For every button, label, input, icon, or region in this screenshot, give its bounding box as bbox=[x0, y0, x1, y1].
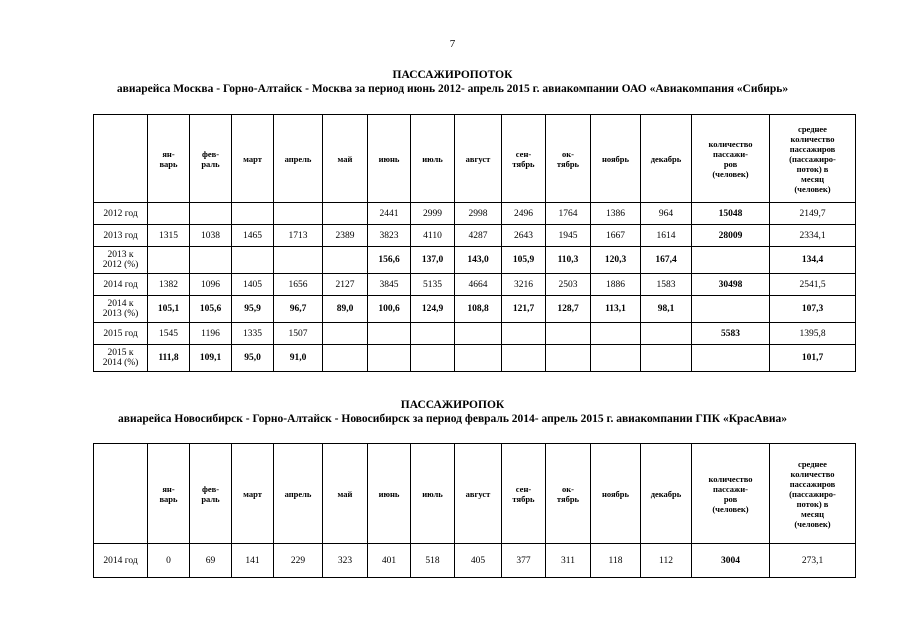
table-cell: 112 bbox=[641, 544, 692, 578]
table-cell: 100,6 bbox=[368, 296, 411, 323]
table-cell: 124,9 bbox=[411, 296, 455, 323]
table-cell: 401 bbox=[368, 544, 411, 578]
column-header: среднее количество пассажиров (пассажиро- поток) в месяц (человек) bbox=[770, 444, 856, 544]
page-number: 7 bbox=[449, 38, 456, 50]
column-header: ян- варь bbox=[148, 444, 190, 544]
table-row bbox=[94, 247, 856, 274]
passenger-flow-table-moscow bbox=[93, 114, 856, 372]
column-header: июль bbox=[411, 115, 455, 203]
table-cell: 109,1 bbox=[190, 345, 232, 372]
column-header: май bbox=[323, 444, 368, 544]
table-cell bbox=[591, 345, 641, 372]
table-cell: 128,7 bbox=[546, 296, 591, 323]
table-cell: 2334,1 bbox=[770, 225, 856, 247]
column-header: количество пассажи- ров (человек) bbox=[692, 444, 770, 544]
table-cell: 105,1 bbox=[148, 296, 190, 323]
column-header: среднее количество пассажиров (пассажиро- поток) в месяц (человек) bbox=[770, 115, 856, 203]
table-cell: 96,7 bbox=[274, 296, 323, 323]
column-header: фев- раль bbox=[190, 115, 232, 203]
row-label: 2013 к 2012 (%) bbox=[94, 247, 148, 274]
table-cell bbox=[232, 247, 274, 274]
passenger-flow-table-novosibirsk bbox=[93, 443, 856, 578]
table-cell bbox=[411, 345, 455, 372]
table-cell: 4287 bbox=[455, 225, 502, 247]
table-cell: 1545 bbox=[148, 323, 190, 345]
table-cell bbox=[692, 247, 770, 274]
table-cell: 2441 bbox=[368, 203, 411, 225]
table-cell: 2389 bbox=[323, 225, 368, 247]
table-cell: 1386 bbox=[591, 203, 641, 225]
column-header: июль bbox=[411, 444, 455, 544]
table-cell: 1583 bbox=[641, 274, 692, 296]
table-cell: 3823 bbox=[368, 225, 411, 247]
table-cell bbox=[232, 203, 274, 225]
table-cell bbox=[274, 247, 323, 274]
row-label: 2014 к 2013 (%) bbox=[94, 296, 148, 323]
table-cell: 5135 bbox=[411, 274, 455, 296]
table-cell: 108,8 bbox=[455, 296, 502, 323]
table-cell: 1096 bbox=[190, 274, 232, 296]
table-cell: 95,0 bbox=[232, 345, 274, 372]
column-header: ноябрь bbox=[591, 115, 641, 203]
table-cell: 2541,5 bbox=[770, 274, 856, 296]
table-cell: 120,3 bbox=[591, 247, 641, 274]
table-cell bbox=[546, 323, 591, 345]
table-cell bbox=[455, 323, 502, 345]
table-cell: 121,7 bbox=[502, 296, 546, 323]
table-cell: 3845 bbox=[368, 274, 411, 296]
table-cell bbox=[190, 203, 232, 225]
column-header: июнь bbox=[368, 115, 411, 203]
table2-title: ПАССАЖИРОПОК bbox=[400, 399, 505, 411]
table-cell: 229 bbox=[274, 544, 323, 578]
table-cell: 1945 bbox=[546, 225, 591, 247]
column-header: сен- тябрь bbox=[502, 115, 546, 203]
table-cell: 1667 bbox=[591, 225, 641, 247]
table-cell bbox=[502, 345, 546, 372]
row-label: 2013 год bbox=[94, 225, 148, 247]
table-cell bbox=[368, 323, 411, 345]
table-cell: 4110 bbox=[411, 225, 455, 247]
table-cell: 30498 bbox=[692, 274, 770, 296]
table-cell: 98,1 bbox=[641, 296, 692, 323]
table-cell bbox=[641, 323, 692, 345]
table-row bbox=[94, 203, 856, 225]
table-cell: 134,4 bbox=[770, 247, 856, 274]
table-cell: 110,3 bbox=[546, 247, 591, 274]
table-row bbox=[94, 544, 856, 578]
table-cell: 1465 bbox=[232, 225, 274, 247]
table-cell: 3216 bbox=[502, 274, 546, 296]
table-cell: 1335 bbox=[232, 323, 274, 345]
table-cell: 141 bbox=[232, 544, 274, 578]
table1-subtitle: авиарейса Москва - Горно-Алтайск - Москва за период июнь 2012- апрель 2015 г. авиакомпании ОАО «Авиакомпания «Сибирь» bbox=[116, 83, 789, 95]
table-cell bbox=[148, 247, 190, 274]
table-cell: 1614 bbox=[641, 225, 692, 247]
table-cell bbox=[591, 323, 641, 345]
column-header: фев- раль bbox=[190, 444, 232, 544]
table-cell: 28009 bbox=[692, 225, 770, 247]
table-cell: 2149,7 bbox=[770, 203, 856, 225]
table-cell: 405 bbox=[455, 544, 502, 578]
table-cell: 518 bbox=[411, 544, 455, 578]
row-label: 2015 год bbox=[94, 323, 148, 345]
table-cell: 2503 bbox=[546, 274, 591, 296]
table-cell: 69 bbox=[190, 544, 232, 578]
table-cell: 1886 bbox=[591, 274, 641, 296]
table-cell: 1713 bbox=[274, 225, 323, 247]
column-header: март bbox=[232, 444, 274, 544]
column-header: август bbox=[455, 115, 502, 203]
table-cell: 1656 bbox=[274, 274, 323, 296]
table-cell: 1507 bbox=[274, 323, 323, 345]
table-cell bbox=[323, 345, 368, 372]
table-cell: 91,0 bbox=[274, 345, 323, 372]
table-cell: 107,3 bbox=[770, 296, 856, 323]
table-cell: 111,8 bbox=[148, 345, 190, 372]
table-cell: 964 bbox=[641, 203, 692, 225]
table-cell: 1196 bbox=[190, 323, 232, 345]
column-header bbox=[94, 444, 148, 544]
table-cell bbox=[502, 323, 546, 345]
table-cell: 377 bbox=[502, 544, 546, 578]
row-label: 2014 год bbox=[94, 274, 148, 296]
column-header: март bbox=[232, 115, 274, 203]
column-header: апрель bbox=[274, 444, 323, 544]
row-label: 2015 к 2014 (%) bbox=[94, 345, 148, 372]
table-cell bbox=[692, 296, 770, 323]
column-header: декабрь bbox=[641, 444, 692, 544]
table-cell bbox=[641, 345, 692, 372]
table-cell: 1038 bbox=[190, 225, 232, 247]
row-label: 2014 год bbox=[94, 544, 148, 578]
table-cell: 1382 bbox=[148, 274, 190, 296]
table-cell: 2643 bbox=[502, 225, 546, 247]
table-cell: 113,1 bbox=[591, 296, 641, 323]
column-header: ок- тябрь bbox=[546, 444, 591, 544]
table-cell: 0 bbox=[148, 544, 190, 578]
table-cell: 118 bbox=[591, 544, 641, 578]
table-cell bbox=[323, 323, 368, 345]
table-cell bbox=[368, 345, 411, 372]
table-cell bbox=[323, 247, 368, 274]
column-header: ноябрь bbox=[591, 444, 641, 544]
table-cell bbox=[274, 203, 323, 225]
table-cell: 2998 bbox=[455, 203, 502, 225]
table-cell: 1764 bbox=[546, 203, 591, 225]
table-cell: 95,9 bbox=[232, 296, 274, 323]
table-cell: 137,0 bbox=[411, 247, 455, 274]
table-cell: 89,0 bbox=[323, 296, 368, 323]
table1-title: ПАССАЖИРОПОТОК bbox=[392, 69, 513, 81]
table-cell bbox=[546, 345, 591, 372]
table-row bbox=[94, 345, 856, 372]
table-cell: 2999 bbox=[411, 203, 455, 225]
table-cell: 105,6 bbox=[190, 296, 232, 323]
table-cell: 1315 bbox=[148, 225, 190, 247]
table-cell: 2127 bbox=[323, 274, 368, 296]
column-header bbox=[94, 115, 148, 203]
column-header: декабрь bbox=[641, 115, 692, 203]
table-cell: 101,7 bbox=[770, 345, 856, 372]
table-cell: 1405 bbox=[232, 274, 274, 296]
column-header: май bbox=[323, 115, 368, 203]
table-cell bbox=[455, 345, 502, 372]
column-header: количество пассажи- ров (человек) bbox=[692, 115, 770, 203]
table-cell: 15048 bbox=[692, 203, 770, 225]
table-cell bbox=[148, 203, 190, 225]
header-row bbox=[94, 115, 856, 203]
table2-subtitle: авиарейса Новосибирск - Горно-Алтайск - Новосибирск за период февраль 2014- апрель 2015 г. авиакомпании ГПК «КрасАвиа» bbox=[118, 413, 787, 425]
table-cell: 3004 bbox=[692, 544, 770, 578]
column-header: ян- варь bbox=[148, 115, 190, 203]
table-row bbox=[94, 323, 856, 345]
table-cell: 323 bbox=[323, 544, 368, 578]
table-cell bbox=[692, 345, 770, 372]
table-row bbox=[94, 225, 856, 247]
table-cell: 167,4 bbox=[641, 247, 692, 274]
column-header: апрель bbox=[274, 115, 323, 203]
table-cell: 1395,8 bbox=[770, 323, 856, 345]
table-cell: 4664 bbox=[455, 274, 502, 296]
column-header: июнь bbox=[368, 444, 411, 544]
column-header: сен- тябрь bbox=[502, 444, 546, 544]
table-row bbox=[94, 274, 856, 296]
header-row bbox=[94, 444, 856, 544]
table-cell: 143,0 bbox=[455, 247, 502, 274]
table-cell bbox=[190, 247, 232, 274]
row-label: 2012 год bbox=[94, 203, 148, 225]
column-header: ок- тябрь bbox=[546, 115, 591, 203]
table-cell: 2496 bbox=[502, 203, 546, 225]
table-cell: 273,1 bbox=[770, 544, 856, 578]
table-row bbox=[94, 296, 856, 323]
table-cell: 105,9 bbox=[502, 247, 546, 274]
table-cell bbox=[323, 203, 368, 225]
table-cell bbox=[411, 323, 455, 345]
table-cell: 156,6 bbox=[368, 247, 411, 274]
column-header: август bbox=[455, 444, 502, 544]
table-cell: 311 bbox=[546, 544, 591, 578]
table-cell: 5583 bbox=[692, 323, 770, 345]
